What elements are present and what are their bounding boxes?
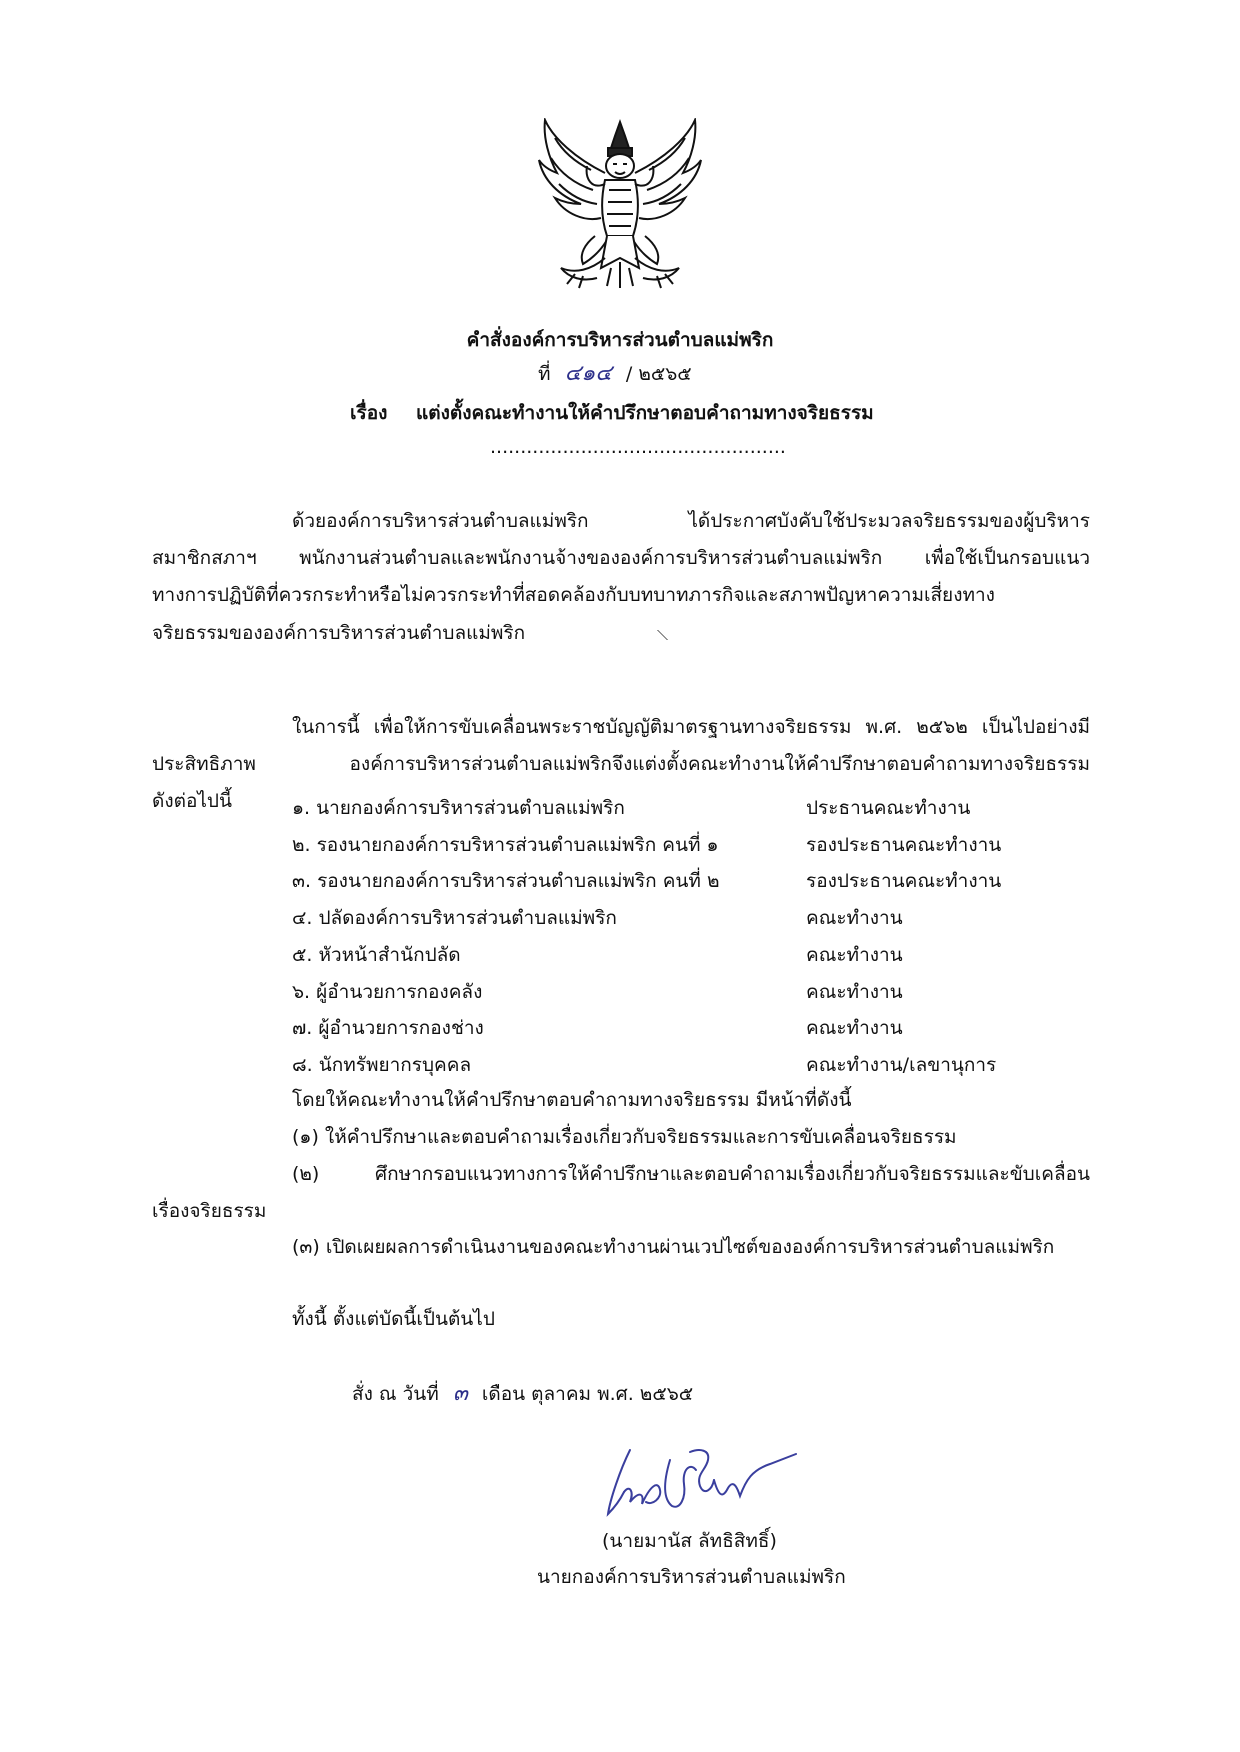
- member-role-8: คณะทำงาน/เลขานุการ: [806, 1054, 997, 1076]
- header-divider: .................................................: [490, 436, 786, 458]
- signature: [600, 1440, 800, 1520]
- duty-item-3: (๓) เปิดเผยผลการดำเนินงานของคณะทำงานผ่านเวปไซต์ขององค์การบริหารส่วนตำบลแม่พริก: [292, 1236, 1055, 1258]
- member-name-6: ๖. ผู้อำนวยการกองคลัง: [292, 981, 483, 1003]
- member-role-2: รองประธานคณะทำงาน: [806, 834, 1002, 856]
- duty-item-2-line-1: (๒) ศึกษากรอบแนวทางการให้คำปรึกษาและตอบคำถามเรื่องเกี่ยวกับจริยธรรมและขับเคลื่อน: [292, 1163, 1090, 1185]
- paragraph2-line-3: ดังต่อไปนี้: [152, 790, 232, 812]
- member-role-1: ประธานคณะทำงาน: [806, 797, 971, 819]
- subject-text: แต่งตั้งคณะทำงานให้คำปรึกษาตอบคำถามทางจริยธรรม: [416, 402, 874, 424]
- signatory-name: (นายมานัส ลัทธิสิทธิ์): [602, 1530, 777, 1552]
- member-role-3: รองประธานคณะทำงาน: [806, 870, 1002, 892]
- order-number-handwritten: ๔๑๔: [564, 361, 612, 386]
- paragraph2-line-2: ประสิทธิภาพ องค์การบริหารส่วนตำบลแม่พริกจึงแต่งตั้งคณะทำงานให้คำปรึกษาตอบคำถามทางจริยธรรม: [152, 753, 1090, 775]
- order-date-line: [352, 1383, 693, 1405]
- order-date-day: ๓: [452, 1381, 468, 1406]
- duty-item-2-line-2: เรื่องจริยธรรม: [152, 1200, 267, 1222]
- stray-mark: [657, 630, 682, 640]
- member-name-2: ๒. รองนายกองค์การบริหารส่วนตำบลแม่พริก คนที่ ๑: [292, 834, 719, 856]
- subject-line: [350, 402, 874, 424]
- paragraph1-line-1: ด้วยองค์การบริหารส่วนตำบลแม่พริก ได้ประกาศบังคับใช้ประมวลจริยธรรมของผู้บริหาร: [292, 510, 1090, 532]
- effective-clause: ทั้งนี้ ตั้งแต่บัดนี้เป็นต้นไป: [292, 1308, 495, 1330]
- member-name-4: ๔. ปลัดองค์การบริหารส่วนตำบลแม่พริก: [292, 907, 617, 929]
- subject-label: เรื่อง: [350, 402, 388, 424]
- paragraph1-line-3: ทางการปฏิบัติที่ควรกระทำหรือไม่ควรกระทำที่สอดคล้องกับบทบาทภารกิจและสภาพปัญหาความเสี่ยงทาง: [152, 584, 995, 606]
- member-name-8: ๘. นักทรัพยากรบุคคล: [292, 1054, 472, 1076]
- order-date-rest: เดือน ตุลาคม พ.ศ. ๒๕๖๕: [481, 1383, 694, 1405]
- member-name-1: ๑. นายกองค์การบริหารส่วนตำบลแม่พริก: [292, 797, 625, 819]
- order-number-prefix: ที่: [538, 363, 551, 385]
- paragraph1-line-2: สมาชิกสภาฯ พนักงานส่วนตำบลและพนักงานจ้างขององค์การบริหารส่วนตำบลแม่พริก เพื่อใช้เป็นกรอบแนว: [152, 547, 1090, 569]
- order-date-prefix: สั่ง ณ วันที่: [352, 1383, 439, 1405]
- paragraph2-line-1: ในการนี้ เพื่อให้การขับเคลื่อนพระราชบัญญัติมาตรฐานทางจริยธรรม พ.ศ. ๒๕๖๒ เป็นไปอย่างมี: [292, 716, 1090, 738]
- signatory-position: นายกองค์การบริหารส่วนตำบลแม่พริก: [537, 1566, 846, 1588]
- member-role-6: คณะทำงาน: [806, 981, 903, 1003]
- order-number-year: / ๒๕๖๕: [625, 363, 692, 385]
- order-number-line: [538, 363, 692, 385]
- member-name-3: ๓. รองนายกองค์การบริหารส่วนตำบลแม่พริก คนที่ ๒: [292, 870, 720, 892]
- paragraph1-line-4: จริยธรรมขององค์การบริหารส่วนตำบลแม่พริก: [152, 622, 526, 644]
- member-role-7: คณะทำงาน: [806, 1017, 903, 1039]
- document-title: คำสั่งองค์การบริหารส่วนตำบลแม่พริก: [466, 329, 774, 351]
- member-name-7: ๗. ผู้อำนวยการกองช่าง: [292, 1017, 484, 1039]
- duty-item-1: (๑) ให้คำปรึกษาและตอบคำถามเรื่องเกี่ยวกับจริยธรรมและการขับเคลื่อนจริยธรรม: [292, 1126, 957, 1148]
- member-name-5: ๕. หัวหน้าสำนักปลัด: [292, 944, 461, 966]
- duties-intro: โดยให้คณะทำงานให้คำปรึกษาตอบคำถามทางจริยธรรม มีหน้าที่ดังนี้: [292, 1089, 852, 1111]
- garuda-emblem: [535, 118, 705, 290]
- member-role-5: คณะทำงาน: [806, 944, 903, 966]
- member-role-4: คณะทำงาน: [806, 907, 903, 929]
